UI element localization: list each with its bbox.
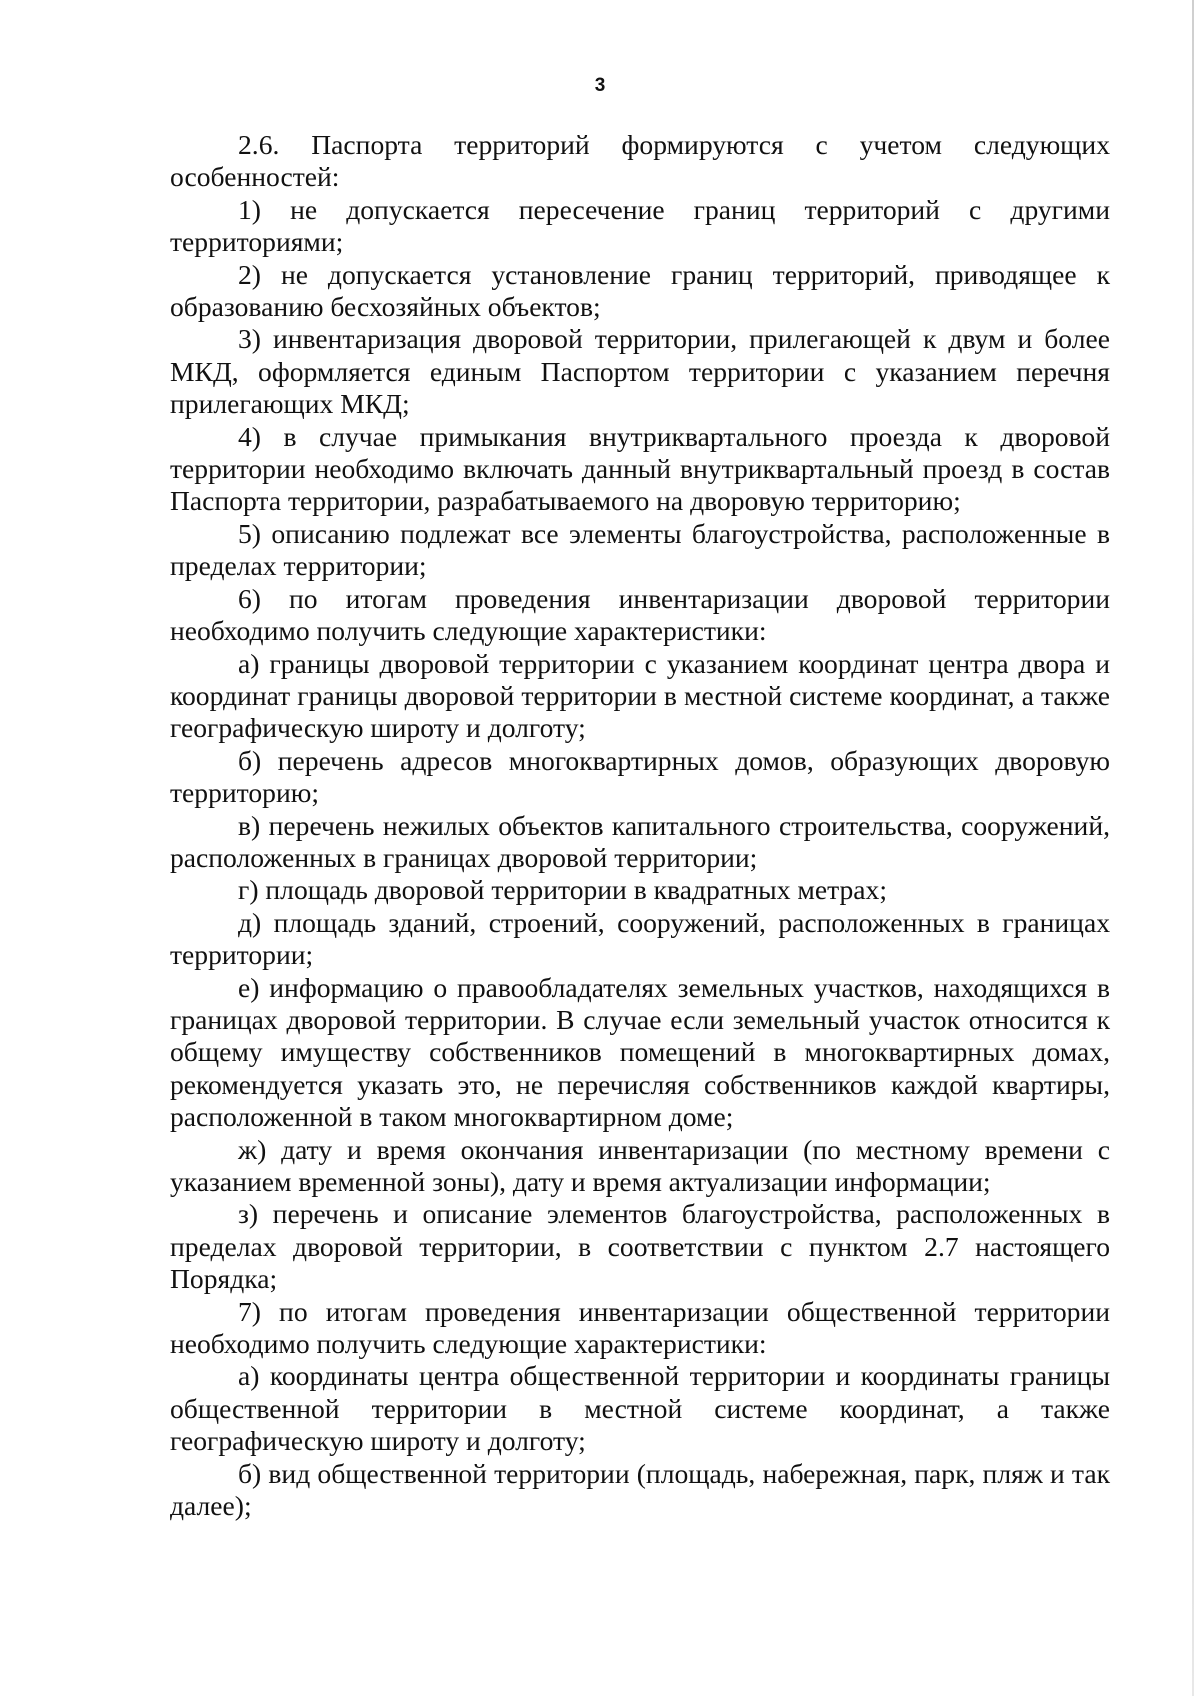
paragraph-item-1: 1) не допускается пересечение границ территорий с другими территориями; xyxy=(170,193,1110,258)
paragraph-item-7b: б) вид общественной территории (площадь, набережная, парк, пляж и так далее); xyxy=(170,1457,1110,1522)
paragraph-item-6d: д) площадь зданий, строений, сооружений, расположенных в границах территории; xyxy=(170,906,1110,971)
paragraph-2-6: 2.6. Паспорта территорий формируются с учетом следующих особенностей: xyxy=(170,129,1110,193)
paragraph-item-6: 6) по итогам проведения инвентаризации дворовой территории необходимо получить следующие характеристики: xyxy=(170,582,1110,647)
paragraph-item-3: 3) инвентаризация дворовой территории, прилегающей к двум и более МКД, оформляется единым Паспортом территории с указанием перечня прилегающих МКД; xyxy=(170,323,1110,420)
paragraph-item-6v: в) перечень нежилых объектов капитального строительства, сооружений, расположенных в границах дворовой территории; xyxy=(170,809,1110,873)
page-number: 3 xyxy=(594,75,606,96)
document-body xyxy=(170,129,1110,1522)
paragraph-item-6e: е) информацию о правообладателях земельных участков, находящихся в границах дворовой территории. В случае если земельный участок относится к общему имуществу собственников помещений в многоквартирных домах, рекомендуется указать это, не перечисляя собственников каждой квартиры, расположенной в таком многоквартирном доме; xyxy=(170,971,1110,1133)
paragraph-item-6z: з) перечень и описание элементов благоустройства, расположенных в пределах дворовой территории, в соответствии с пунктом 2.7 настоящего Порядка; xyxy=(170,1198,1110,1295)
paragraph-item-6a: а) границы дворовой территории с указанием координат центра двора и координат границы дворовой территории в местной системе координат, а также географическую широту и долготу; xyxy=(170,647,1110,744)
paragraph-item-7a: а) координаты центра общественной территории и координаты границы общественной территории в местной системе координат, а также географическую широту и долготу; xyxy=(170,1360,1110,1457)
paragraph-item-6b: б) перечень адресов многоквартирных домов, образующих дворовую территорию; xyxy=(170,744,1110,809)
paragraph-item-7: 7) по итогам проведения инвентаризации общественной территории необходимо получить следующие характеристики: xyxy=(170,1295,1110,1360)
paragraph-item-2: 2) не допускается установление границ территорий, приводящее к образованию бесхозяйных объектов; xyxy=(170,258,1110,323)
paragraph-item-6g: г) площадь дворовой территории в квадратных метрах; xyxy=(238,874,888,906)
paragraph-item-6zh: ж) дату и время окончания инвентаризации (по местному времени с указанием временной зоны), дату и время актуализации информации; xyxy=(170,1133,1110,1197)
paragraph-item-5: 5) описанию подлежат все элементы благоустройства, расположенные в пределах территории; xyxy=(170,517,1110,582)
paragraph-item-4: 4) в случае примыкания внутриквартального проезда к дворовой территории необходимо включать данный внутриквартальный проезд в состав Паспорта территории, разрабатываемого на дворовую территорию; xyxy=(170,420,1110,517)
scan-edge xyxy=(1192,0,1194,1696)
